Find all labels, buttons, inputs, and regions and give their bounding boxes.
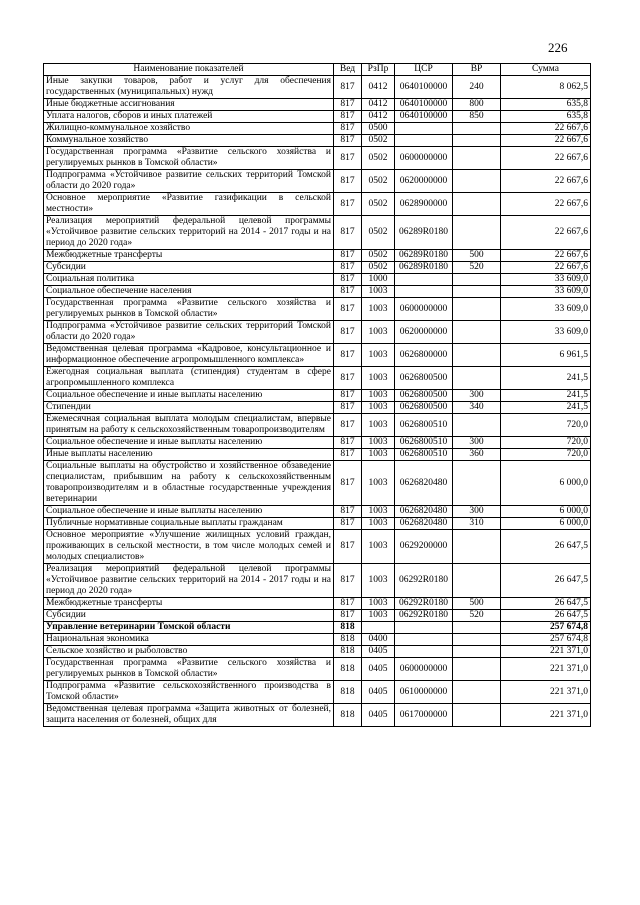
table-row xyxy=(44,461,591,506)
cell-name: Социальная политика xyxy=(44,274,334,286)
cell-rzpr: 0502 xyxy=(362,250,395,262)
cell-vr: 800 xyxy=(453,99,501,111)
cell-ved: 817 xyxy=(334,76,362,99)
table-row xyxy=(44,111,591,123)
cell-ved: 817 xyxy=(334,437,362,449)
cell-vr xyxy=(453,193,501,216)
cell-name: Субсидии xyxy=(44,262,334,274)
cell-vr xyxy=(453,564,501,598)
cell-csr: 0626800500 xyxy=(395,402,453,414)
table-row xyxy=(44,449,591,461)
cell-sum: 26 647,5 xyxy=(501,598,591,610)
cell-sum: 22 667,6 xyxy=(501,250,591,262)
cell-ved: 818 xyxy=(334,658,362,681)
cell-sum: 22 667,6 xyxy=(501,135,591,147)
cell-sum: 6 000,0 xyxy=(501,518,591,530)
cell-csr: 0620000000 xyxy=(395,321,453,344)
cell-sum: 22 667,6 xyxy=(501,193,591,216)
cell-name: Сельское хозяйство и рыболовство xyxy=(44,646,334,658)
cell-vr xyxy=(453,170,501,193)
cell-name: Публичные нормативные социальные выплаты гражданам xyxy=(44,518,334,530)
cell-sum: 221 371,0 xyxy=(501,658,591,681)
cell-rzpr: 1003 xyxy=(362,564,395,598)
table-row xyxy=(44,298,591,321)
cell-rzpr: 1003 xyxy=(362,344,395,367)
cell-rzpr: 0412 xyxy=(362,99,395,111)
cell-name: Жилищно-коммунальное хозяйство xyxy=(44,123,334,135)
cell-csr xyxy=(395,622,453,634)
cell-vr xyxy=(453,147,501,170)
cell-vr: 500 xyxy=(453,250,501,262)
cell-sum: 221 371,0 xyxy=(501,646,591,658)
cell-vr: 310 xyxy=(453,518,501,530)
cell-name: Ежегодная социальная выплата (стипендия) студентам в сфере агропромышленного комплекса xyxy=(44,367,334,390)
cell-rzpr: 1003 xyxy=(362,298,395,321)
cell-csr: 0600000000 xyxy=(395,658,453,681)
cell-ved: 817 xyxy=(334,286,362,298)
cell-csr: 0626820480 xyxy=(395,506,453,518)
table-row xyxy=(44,367,591,390)
cell-csr: 0628900000 xyxy=(395,193,453,216)
table-row xyxy=(44,193,591,216)
table-row xyxy=(44,170,591,193)
cell-name: Социальное обеспечение и иные выплаты населению xyxy=(44,390,334,402)
table-row xyxy=(44,216,591,250)
cell-ved: 817 xyxy=(334,518,362,530)
cell-rzpr: 0500 xyxy=(362,123,395,135)
table-row xyxy=(44,530,591,564)
cell-rzpr: 1003 xyxy=(362,390,395,402)
table-row xyxy=(44,564,591,598)
cell-vr: 300 xyxy=(453,390,501,402)
table-body xyxy=(44,76,591,727)
cell-csr xyxy=(395,646,453,658)
table-row xyxy=(44,262,591,274)
cell-rzpr: 0412 xyxy=(362,111,395,123)
cell-vr: 520 xyxy=(453,262,501,274)
cell-vr: 500 xyxy=(453,598,501,610)
cell-name: Иные бюджетные ассигнования xyxy=(44,99,334,111)
cell-vr xyxy=(453,123,501,135)
cell-vr xyxy=(453,704,501,727)
page-number: 226 xyxy=(548,40,568,55)
cell-name: Социальное обеспечение и иные выплаты населению xyxy=(44,437,334,449)
cell-sum: 221 371,0 xyxy=(501,704,591,727)
cell-ved: 818 xyxy=(334,681,362,704)
cell-rzpr xyxy=(362,622,395,634)
cell-name: Государственная программа «Развитие сельского хозяйства и регулируемых рынков в Томской области» xyxy=(44,298,334,321)
cell-ved: 817 xyxy=(334,564,362,598)
cell-name: Управление ветеринарии Томской области xyxy=(44,622,334,634)
cell-sum: 720,0 xyxy=(501,449,591,461)
table-row xyxy=(44,250,591,262)
cell-ved: 817 xyxy=(334,250,362,262)
table-row xyxy=(44,518,591,530)
cell-csr: 0620000000 xyxy=(395,170,453,193)
cell-vr xyxy=(453,216,501,250)
cell-vr xyxy=(453,274,501,286)
table-row xyxy=(44,99,591,111)
cell-ved: 817 xyxy=(334,461,362,506)
cell-name: Коммунальное хозяйство xyxy=(44,135,334,147)
cell-vr xyxy=(453,622,501,634)
table-row xyxy=(44,274,591,286)
cell-vr: 240 xyxy=(453,76,501,99)
cell-name: Реализация мероприятий федеральной целевой программы «Устойчивое развитие сельских территорий на 2014 - 2017 годы и на период до 2020 года» xyxy=(44,564,334,598)
table-row xyxy=(44,321,591,344)
cell-sum: 26 647,5 xyxy=(501,564,591,598)
cell-name: Государственная программа «Развитие сельского хозяйства и регулируемых рынков в Томской области» xyxy=(44,658,334,681)
cell-csr: 06292R0180 xyxy=(395,610,453,622)
cell-rzpr: 0405 xyxy=(362,646,395,658)
table-row xyxy=(44,76,591,99)
cell-rzpr: 1000 xyxy=(362,274,395,286)
cell-vr xyxy=(453,681,501,704)
cell-rzpr: 1003 xyxy=(362,437,395,449)
cell-csr: 06289R0180 xyxy=(395,216,453,250)
cell-vr: 360 xyxy=(453,449,501,461)
cell-ved: 817 xyxy=(334,414,362,437)
cell-csr: 0626800500 xyxy=(395,390,453,402)
cell-ved: 818 xyxy=(334,634,362,646)
cell-rzpr: 1003 xyxy=(362,367,395,390)
cell-csr xyxy=(395,123,453,135)
cell-name: Ежемесячная социальная выплата молодым специалистам, впервые принятым на работу к сельскохозяйственным товаропроизводителям xyxy=(44,414,334,437)
cell-name: Государственная программа «Развитие сельского хозяйства и регулируемых рынков в Томской области» xyxy=(44,147,334,170)
header-sum: Сумма xyxy=(501,64,591,76)
cell-ved: 817 xyxy=(334,449,362,461)
cell-vr: 300 xyxy=(453,437,501,449)
cell-sum: 241,5 xyxy=(501,402,591,414)
cell-rzpr: 0502 xyxy=(362,135,395,147)
cell-vr xyxy=(453,321,501,344)
cell-csr: 0610000000 xyxy=(395,681,453,704)
table-row xyxy=(44,646,591,658)
cell-ved: 817 xyxy=(334,170,362,193)
cell-sum: 6 961,5 xyxy=(501,344,591,367)
cell-name: Подпрограмма «Устойчивое развитие сельских территорий Томской области до 2020 года» xyxy=(44,321,334,344)
cell-vr xyxy=(453,344,501,367)
cell-name: Уплата налогов, сборов и иных платежей xyxy=(44,111,334,123)
cell-csr: 0626800000 xyxy=(395,344,453,367)
cell-csr: 0600000000 xyxy=(395,147,453,170)
table-row xyxy=(44,344,591,367)
cell-vr: 340 xyxy=(453,402,501,414)
cell-csr xyxy=(395,274,453,286)
cell-vr xyxy=(453,646,501,658)
cell-ved: 818 xyxy=(334,704,362,727)
cell-csr: 0626820480 xyxy=(395,518,453,530)
cell-csr: 0640100000 xyxy=(395,99,453,111)
cell-name: Социальное обеспечение населения xyxy=(44,286,334,298)
table-row xyxy=(44,390,591,402)
cell-name: Национальная экономика xyxy=(44,634,334,646)
table-row xyxy=(44,414,591,437)
cell-rzpr: 0502 xyxy=(362,262,395,274)
cell-name: Подпрограмма «Устойчивое развитие сельских территорий Томской области до 2020 года» xyxy=(44,170,334,193)
cell-name: Реализация мероприятий федеральной целевой программы «Устойчивое развитие сельских территорий на 2014 - 2017 годы и на период до 2020 года» xyxy=(44,216,334,250)
cell-sum: 720,0 xyxy=(501,437,591,449)
cell-sum: 22 667,6 xyxy=(501,147,591,170)
cell-csr: 0617000000 xyxy=(395,704,453,727)
cell-rzpr: 1003 xyxy=(362,402,395,414)
cell-sum: 26 647,5 xyxy=(501,610,591,622)
table-row xyxy=(44,506,591,518)
cell-rzpr: 0405 xyxy=(362,681,395,704)
cell-ved: 817 xyxy=(334,298,362,321)
cell-sum: 6 000,0 xyxy=(501,461,591,506)
cell-rzpr: 0502 xyxy=(362,216,395,250)
cell-ved: 817 xyxy=(334,367,362,390)
table-row xyxy=(44,135,591,147)
cell-csr xyxy=(395,634,453,646)
cell-vr: 520 xyxy=(453,610,501,622)
table-row xyxy=(44,658,591,681)
cell-ved: 817 xyxy=(334,610,362,622)
cell-sum: 26 647,5 xyxy=(501,530,591,564)
cell-csr xyxy=(395,286,453,298)
table-row xyxy=(44,598,591,610)
cell-name: Социальное обеспечение и иные выплаты населению xyxy=(44,506,334,518)
cell-ved: 817 xyxy=(334,123,362,135)
cell-vr: 850 xyxy=(453,111,501,123)
cell-csr: 0626800510 xyxy=(395,437,453,449)
cell-vr xyxy=(453,298,501,321)
cell-csr: 0629200000 xyxy=(395,530,453,564)
cell-csr: 0600000000 xyxy=(395,298,453,321)
cell-sum: 22 667,6 xyxy=(501,216,591,250)
cell-name: Иные выплаты населению xyxy=(44,449,334,461)
cell-rzpr: 1003 xyxy=(362,610,395,622)
cell-csr: 0640100000 xyxy=(395,111,453,123)
cell-csr: 0626800500 xyxy=(395,367,453,390)
table-row xyxy=(44,286,591,298)
header-vr: ВР xyxy=(453,64,501,76)
cell-rzpr: 1003 xyxy=(362,414,395,437)
cell-rzpr: 1003 xyxy=(362,598,395,610)
cell-rzpr: 0502 xyxy=(362,170,395,193)
cell-ved: 817 xyxy=(334,216,362,250)
header-name: Наименование показателей xyxy=(44,64,334,76)
cell-name: Субсидии xyxy=(44,610,334,622)
cell-sum: 22 667,6 xyxy=(501,170,591,193)
cell-name: Межбюджетные трансферты xyxy=(44,598,334,610)
cell-name: Ведомственная целевая программа «Защита животных от болезней, защита населения от болезней, общих для xyxy=(44,704,334,727)
budget-table xyxy=(43,63,591,727)
cell-rzpr: 1003 xyxy=(362,518,395,530)
cell-csr: 06289R0180 xyxy=(395,262,453,274)
cell-sum: 22 667,6 xyxy=(501,123,591,135)
table-row xyxy=(44,402,591,414)
cell-vr xyxy=(453,634,501,646)
table-row xyxy=(44,634,591,646)
cell-rzpr: 1003 xyxy=(362,286,395,298)
cell-rzpr: 0412 xyxy=(362,76,395,99)
cell-ved: 817 xyxy=(334,262,362,274)
cell-name: Социальные выплаты на обустройство и хозяйственное обзаведение специалистам, прибывшим на работу к сельскохозяйственным товаропроизводителям и в областные государственные учреждения ветеринарии xyxy=(44,461,334,506)
cell-vr xyxy=(453,286,501,298)
cell-csr: 06292R0180 xyxy=(395,598,453,610)
cell-rzpr: 0502 xyxy=(362,147,395,170)
table-row xyxy=(44,610,591,622)
cell-ved: 818 xyxy=(334,646,362,658)
cell-sum: 257 674,8 xyxy=(501,634,591,646)
cell-name: Основное мероприятие «Улучшение жилищных условий граждан, проживающих в сельской местности, в том числе молодых семей и молодых специалистов» xyxy=(44,530,334,564)
cell-sum: 33 609,0 xyxy=(501,321,591,344)
cell-ved: 817 xyxy=(334,147,362,170)
cell-sum: 257 674,8 xyxy=(501,622,591,634)
cell-sum: 22 667,6 xyxy=(501,262,591,274)
cell-name: Стипендии xyxy=(44,402,334,414)
cell-ved: 817 xyxy=(334,111,362,123)
header-ved: Вед xyxy=(334,64,362,76)
cell-ved: 817 xyxy=(334,99,362,111)
cell-ved: 817 xyxy=(334,135,362,147)
cell-ved: 817 xyxy=(334,321,362,344)
table-row xyxy=(44,437,591,449)
cell-csr: 06289R0180 xyxy=(395,250,453,262)
cell-vr xyxy=(453,658,501,681)
cell-vr xyxy=(453,461,501,506)
cell-rzpr: 0405 xyxy=(362,658,395,681)
cell-name: Ведомственная целевая программа «Кадровое, консультационное и информационное обеспечение агропромышленного комплекса» xyxy=(44,344,334,367)
cell-csr: 0626800510 xyxy=(395,449,453,461)
table-header-row xyxy=(44,64,591,76)
cell-ved: 817 xyxy=(334,598,362,610)
cell-sum: 33 609,0 xyxy=(501,286,591,298)
table-row xyxy=(44,147,591,170)
cell-rzpr: 1003 xyxy=(362,449,395,461)
cell-rzpr: 0502 xyxy=(362,193,395,216)
cell-rzpr: 0405 xyxy=(362,704,395,727)
cell-name: Иные закупки товаров, работ и услуг для обеспечения государственных (муниципальных) нужд xyxy=(44,76,334,99)
cell-ved: 817 xyxy=(334,530,362,564)
cell-csr: 0626800510 xyxy=(395,414,453,437)
header-rzpr: РзПр xyxy=(362,64,395,76)
cell-csr xyxy=(395,135,453,147)
cell-rzpr: 0400 xyxy=(362,634,395,646)
table-row xyxy=(44,704,591,727)
cell-sum: 33 609,0 xyxy=(501,274,591,286)
cell-sum: 241,5 xyxy=(501,390,591,402)
cell-rzpr: 1003 xyxy=(362,506,395,518)
cell-vr xyxy=(453,367,501,390)
cell-vr: 300 xyxy=(453,506,501,518)
cell-ved: 817 xyxy=(334,390,362,402)
cell-csr: 06292R0180 xyxy=(395,564,453,598)
cell-name: Подпрограмма «Развитие сельскохозяйственного производства в Томской области» xyxy=(44,681,334,704)
table-row xyxy=(44,622,591,634)
cell-vr xyxy=(453,414,501,437)
cell-sum: 241,5 xyxy=(501,367,591,390)
cell-vr xyxy=(453,530,501,564)
cell-sum: 221 371,0 xyxy=(501,681,591,704)
cell-ved: 817 xyxy=(334,193,362,216)
cell-name: Межбюджетные трансферты xyxy=(44,250,334,262)
cell-sum: 33 609,0 xyxy=(501,298,591,321)
cell-sum: 635,8 xyxy=(501,111,591,123)
cell-sum: 8 062,5 xyxy=(501,76,591,99)
cell-ved: 817 xyxy=(334,344,362,367)
table-row xyxy=(44,681,591,704)
cell-csr: 0640100000 xyxy=(395,76,453,99)
cell-vr xyxy=(453,135,501,147)
cell-sum: 6 000,0 xyxy=(501,506,591,518)
cell-name: Основное мероприятие «Развитие газификации в сельской местности» xyxy=(44,193,334,216)
cell-rzpr: 1003 xyxy=(362,321,395,344)
cell-rzpr: 1003 xyxy=(362,461,395,506)
cell-sum: 720,0 xyxy=(501,414,591,437)
cell-ved: 817 xyxy=(334,402,362,414)
header-csr: ЦСР xyxy=(395,64,453,76)
cell-ved: 817 xyxy=(334,506,362,518)
cell-ved: 818 xyxy=(334,622,362,634)
cell-ved: 817 xyxy=(334,274,362,286)
cell-csr: 0626820480 xyxy=(395,461,453,506)
cell-sum: 635,8 xyxy=(501,99,591,111)
table-row xyxy=(44,123,591,135)
cell-rzpr: 1003 xyxy=(362,530,395,564)
